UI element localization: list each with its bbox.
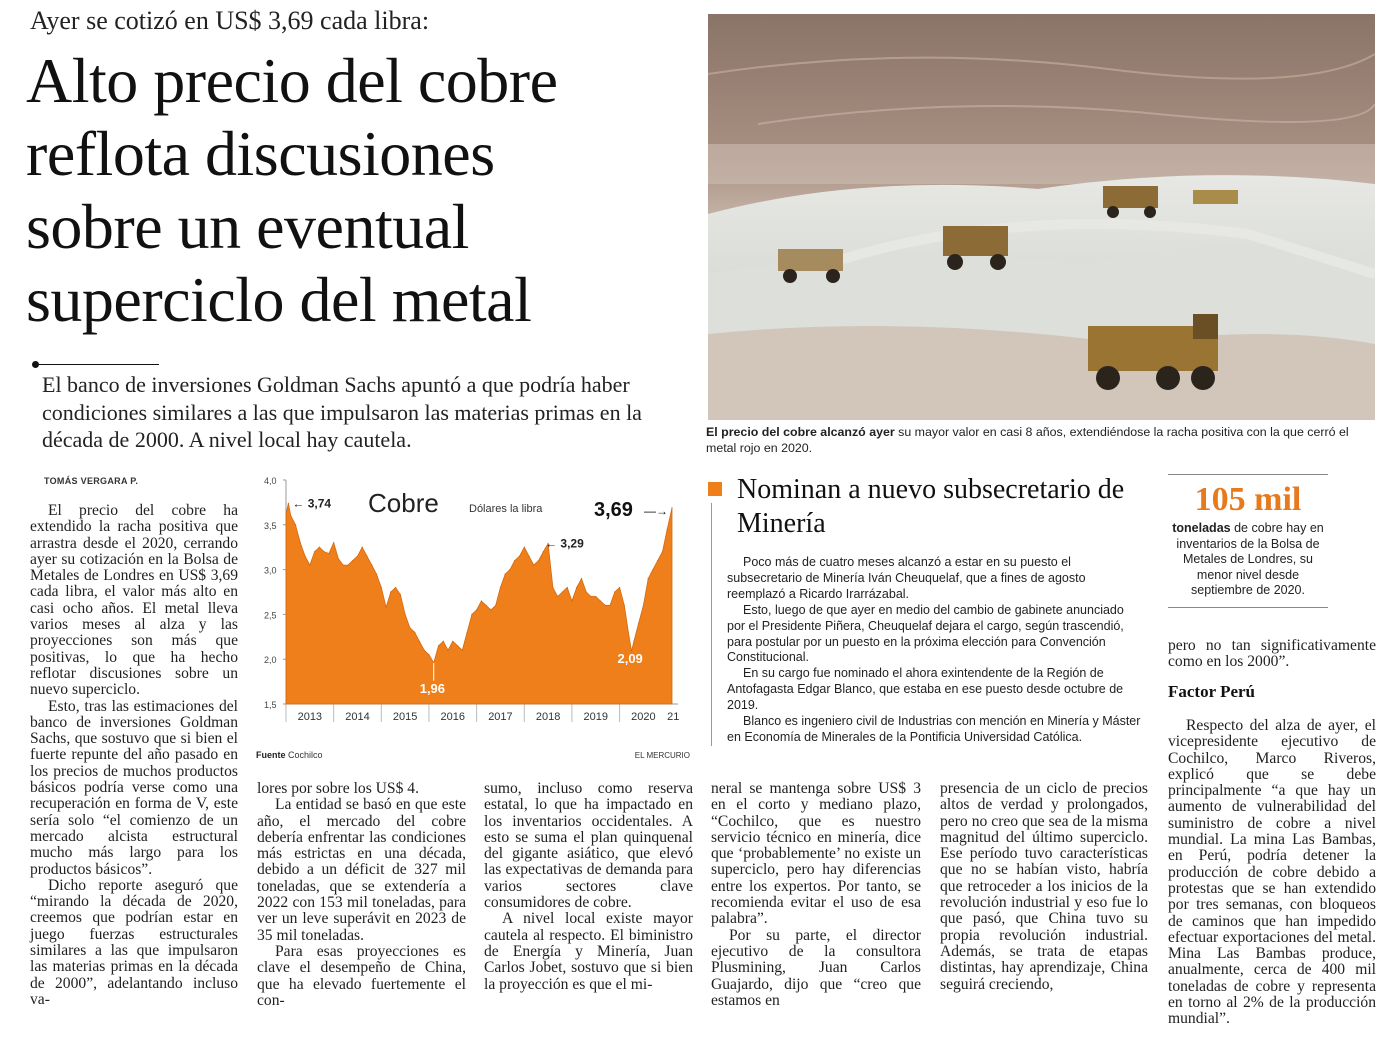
y-tick-label: 2,5 bbox=[264, 610, 277, 621]
caption-text: su mayor valor en casi 8 años, extendiéndose la racha positiva con la que cerró el metal rojo en 2020. bbox=[706, 425, 1349, 455]
data-point bbox=[362, 547, 363, 548]
paragraph: Esto, tras las estimaciones del banco de inversiones Goldman Sachs, que sostuvo que si bien el fuerte repunte del año pasado en los precios de muchos productos básicos podría verse como una recuperación en forma de V, este sería solo “el comienzo de un mercado alcista estructural mucho más largo para los productos básicos”. bbox=[30, 697, 238, 878]
byline: TOMÁS VERGARA P. bbox=[44, 476, 139, 486]
data-point bbox=[288, 503, 289, 504]
mining-trucks-illustration bbox=[708, 14, 1375, 420]
caption-lead: El precio del cobre alcanzó ayer bbox=[706, 425, 895, 439]
photo-caption bbox=[706, 424, 1374, 456]
data-point bbox=[328, 553, 329, 554]
data-point bbox=[490, 609, 491, 610]
data-point bbox=[290, 515, 291, 516]
data-point bbox=[528, 556, 529, 557]
data-point bbox=[557, 596, 558, 597]
data-point bbox=[467, 632, 468, 633]
subhead: El banco de inversiones Goldman Sachs apuntó a que podría haber condiciones similares a las que impulsaron las materias primas en la década de 2000. A nivel local hay cautela. bbox=[42, 372, 642, 452]
y-tick-label: 4,0 bbox=[264, 476, 277, 486]
chart-svg bbox=[254, 474, 694, 764]
paragraph: La entidad se basó en que este año, el mercado del cobre debería enfrentar las condiciones más estrictas en una década, debido a un déficit de 327 mil toneladas, que se extendería a 2022 con 153 mil toneladas, para ver un leve superávit en 2023 de 35 mil toneladas. bbox=[257, 796, 466, 944]
data-point bbox=[386, 607, 387, 608]
x-tick-label: 2017 bbox=[488, 711, 513, 723]
headline bbox=[26, 44, 686, 336]
data-point bbox=[366, 556, 367, 557]
data-point bbox=[295, 524, 296, 525]
sidebar-title: Nominan a nuevo subsecretario de Minería bbox=[737, 474, 1125, 539]
article-column-2 bbox=[257, 781, 466, 1009]
data-point bbox=[524, 547, 525, 548]
data-point bbox=[419, 641, 420, 642]
y-tick-label: 2,0 bbox=[264, 655, 277, 666]
mine-photo bbox=[708, 14, 1375, 420]
data-point bbox=[305, 556, 306, 557]
credit-label: EL MERCURIO bbox=[634, 751, 690, 760]
data-point bbox=[657, 560, 658, 561]
data-point bbox=[586, 591, 587, 592]
paragraph: Esto, luego de que ayer en medio del cambio de gabinete anunciado por el Presidente Piñera, Cheuquelaf dejara el cargo, según trascendió, para postular por un puesto en la próxima elección para Convención Constitucional. bbox=[727, 602, 1124, 665]
x-tick-label: 2020 bbox=[631, 711, 656, 723]
data-point bbox=[571, 600, 572, 601]
paragraph: presencia de un ciclo de precios altos de verdad y prolongados, pero no creo que sea de la misma magnitud del último superciclo. Ese período tuvo características que no se habían visto, habría que retroceder a los inicios de la revolución industrial y eso fue lo que pasó, que China tuvo su propia revolución industrial. Además, se trata de etapas distintas, hay aprendizaje, China seguirá creciendo, bbox=[940, 780, 1148, 993]
data-point bbox=[395, 587, 396, 588]
annotation-arrow: —→ bbox=[644, 503, 668, 518]
data-point bbox=[567, 587, 568, 588]
y-tick-label: 3,0 bbox=[264, 565, 277, 576]
chart-subtitle: Dólares la libra bbox=[469, 503, 543, 515]
data-point bbox=[462, 650, 463, 651]
data-point bbox=[605, 605, 606, 606]
article-column-6-top bbox=[1168, 638, 1376, 671]
data-point bbox=[538, 560, 539, 561]
stat-rest: de cobre hay en inventarios de la Bolsa de Metales de Londres, su menor nivel desde septiembre de 2020. bbox=[1176, 521, 1324, 597]
annotation-min-2016: 1,96 bbox=[419, 680, 446, 696]
data-point bbox=[476, 609, 477, 610]
copper-price-area bbox=[286, 503, 672, 704]
sidebar-body bbox=[727, 555, 1145, 746]
data-point bbox=[562, 591, 563, 592]
x-tick-label: 2016 bbox=[440, 711, 466, 723]
x-tick-label: 2015 bbox=[392, 711, 418, 723]
paragraph: Blanco es ingeniero civil de Industrias con mención en Minería y Máster en Economía de Minerales de la Pontificia Universidad Católica. bbox=[727, 714, 1141, 744]
data-point bbox=[319, 547, 320, 548]
y-tick-label: 3,5 bbox=[264, 520, 277, 531]
article-column-3 bbox=[484, 781, 693, 993]
data-point bbox=[624, 605, 625, 606]
x-tick-label: 2013 bbox=[297, 711, 323, 723]
article-column-1 bbox=[30, 503, 238, 1008]
article-column-4 bbox=[711, 781, 921, 1009]
headline-line: Alto precio del cobre bbox=[26, 45, 558, 116]
data-point bbox=[414, 632, 415, 633]
article-column-5 bbox=[940, 781, 1148, 993]
data-point bbox=[347, 565, 348, 566]
source-value: Cochilco bbox=[288, 750, 323, 760]
data-point bbox=[333, 542, 334, 543]
data-point bbox=[285, 513, 286, 514]
data-point bbox=[338, 558, 339, 559]
paragraph: Por su parte, el director ejecutivo de la consultora Plusmining, Juan Carlos Guajardo, dijo que “creo que estamos en bbox=[711, 926, 921, 1009]
chart-title: Cobre bbox=[368, 488, 439, 518]
paragraph: El precio del cobre ha extendido la racha positiva que arrastra desde el 2020, cerrando ayer su cotización en la Bolsa de Metales de Londres en US$ 3,69 cada libra, el valor más alto en casi ocho años. El metal lleva varios meses al alza y las proyecciones son más que positivas, lo que ha hecho reflotar discusiones sobre un nuevo superciclo. bbox=[30, 502, 238, 699]
headline-line: sobre un eventual bbox=[26, 191, 469, 262]
data-point bbox=[633, 641, 634, 642]
data-point bbox=[519, 556, 520, 557]
paragraph: lores por sobre los US$ 4. bbox=[257, 780, 419, 797]
data-point bbox=[590, 596, 591, 597]
data-point bbox=[486, 605, 487, 606]
data-point bbox=[509, 569, 510, 570]
annotation-max-2013: ← 3,74 bbox=[292, 496, 332, 511]
data-point bbox=[595, 596, 596, 597]
data-point bbox=[600, 600, 601, 601]
data-point bbox=[457, 645, 458, 646]
data-point bbox=[400, 594, 401, 595]
data-point bbox=[357, 556, 358, 557]
annotation-min-2020: 2,09 bbox=[617, 651, 643, 667]
data-point bbox=[443, 641, 444, 642]
x-tick-label: 21 bbox=[667, 711, 680, 723]
paragraph: Respecto del alza de ayer, el vicepresidente ejecutivo de Cochilco, Marco Riveros, explicó que se debe principalmente “a que hay un aumento de vulnerabilidad del suministro de cobre a nivel mundial. La mina Las Bambas, en Perú, podría detener la producción de cobre debido a protestas que se han extendido por tres semanas, con bloqueos de caminos que han impedido efectuar exportaciones del metal. Mina Las Bambas produce, anualmente, cerca de 400 mil toneladas de cobre y representa en torno al 2% de la producción mundial”. bbox=[1168, 717, 1376, 1028]
data-point bbox=[314, 551, 315, 552]
y-tick-label: 1,5 bbox=[264, 700, 277, 710]
stat-rule-top bbox=[1168, 474, 1328, 475]
data-point bbox=[500, 587, 501, 588]
data-point bbox=[452, 641, 453, 642]
data-point bbox=[381, 587, 382, 588]
data-point bbox=[371, 565, 372, 566]
stat-rule-bottom bbox=[1168, 607, 1328, 608]
data-point bbox=[300, 542, 301, 543]
data-point bbox=[619, 587, 620, 588]
paragraph: Dicho reporte aseguró que “mirando la década de 2020, creemos que podrían estar en juego fuerzas estructurales similares a las que impulsaron las materias primas en la década de 2000”, adelantando incluso va- bbox=[30, 876, 238, 1008]
data-point bbox=[671, 507, 672, 508]
data-point bbox=[652, 569, 653, 570]
paragraph: A nivel local existe mayor cautela al respecto. El biministro de Energía y Minería, Juan Carlos Jobet, sostuvo que si bien la proyección es que el mi- bbox=[484, 910, 693, 993]
data-point bbox=[428, 654, 429, 655]
data-point bbox=[352, 560, 353, 561]
data-point bbox=[638, 623, 639, 624]
data-point bbox=[343, 565, 344, 566]
paragraph: neral se mantenga sobre US$ 3 en el corto y mediano plazo, “Cochilco, que es nuestro servicio técnico en minería, dice que ‘probablemente’ no existe un superciclo, pero hay diferencias entre los expertos. Por tanto, se recomienda evitar el uso de esa palabra”. bbox=[711, 780, 921, 928]
x-tick-label: 2019 bbox=[583, 711, 608, 723]
data-point bbox=[533, 565, 534, 566]
annotation-current: 3,69 bbox=[594, 498, 633, 521]
stat-number: 105 mil bbox=[1194, 481, 1302, 518]
paragraph: En su cargo fue nominado el ahora exintendente de la Región de Antofagasta Edgar Blanco, que estaba en ese puesto desde octubre de 2019. bbox=[727, 666, 1124, 713]
kicker: Ayer se cotizó en US$ 3,69 cada libra: bbox=[30, 6, 430, 35]
x-tick-label: 2018 bbox=[535, 711, 561, 723]
headline-line: reflota discusiones bbox=[26, 118, 495, 189]
subhead-rule bbox=[32, 360, 682, 370]
data-point bbox=[609, 605, 610, 606]
data-point bbox=[409, 627, 410, 628]
data-point bbox=[581, 578, 582, 579]
sidebar-rule bbox=[711, 503, 712, 746]
data-point bbox=[543, 551, 544, 552]
article-column-6 bbox=[1168, 718, 1376, 1028]
paragraph: Poco más de cuatro meses alcanzó a estar en su puesto el subsecretario de Minería Iván Cheuquelaf, que a fines de agosto reemplazó a Ricardo Irarrázabal. bbox=[727, 555, 1086, 601]
annotation-peak-2018: ← 3,29 bbox=[545, 536, 584, 551]
data-point bbox=[629, 636, 630, 637]
data-point bbox=[505, 574, 506, 575]
source-label: Fuente bbox=[256, 750, 286, 760]
x-tick-label: 2014 bbox=[345, 711, 370, 723]
paragraph: sumo, incluso como reserva estatal, lo que ha impactado en los inventarios occidentales. A esto se suma el plan quinquenal del gigante asiático, que elevó las expectativas de demanda para varios sectores clave consumidores de cobre. bbox=[484, 780, 693, 912]
data-point bbox=[309, 565, 310, 566]
data-point bbox=[424, 650, 425, 651]
data-point bbox=[405, 614, 406, 615]
paragraph: Para esas proyecciones es clave el desempeño de China, que ha elevado fuertemente el con- bbox=[257, 942, 466, 1009]
data-point bbox=[552, 587, 553, 588]
data-point bbox=[576, 587, 577, 588]
data-point bbox=[471, 614, 472, 615]
stat-bold: toneladas bbox=[1172, 521, 1231, 535]
copper-price-chart bbox=[254, 474, 694, 764]
section-square-icon bbox=[708, 482, 722, 496]
section-heading: Factor Perú bbox=[1168, 682, 1256, 701]
paragraph: pero no tan significativamente como en los 2000”. bbox=[1168, 637, 1376, 671]
data-point bbox=[324, 551, 325, 552]
data-point bbox=[481, 600, 482, 601]
data-point bbox=[662, 551, 663, 552]
data-point bbox=[376, 574, 377, 575]
headline-line: superciclo del metal bbox=[26, 264, 532, 335]
data-point bbox=[643, 605, 644, 606]
data-point bbox=[447, 650, 448, 651]
data-point bbox=[514, 560, 515, 561]
data-point bbox=[495, 605, 496, 606]
data-point bbox=[390, 591, 391, 592]
data-point bbox=[614, 591, 615, 592]
data-point bbox=[667, 529, 668, 530]
stat-text bbox=[1172, 521, 1324, 599]
data-point bbox=[648, 578, 649, 579]
data-point bbox=[438, 645, 439, 646]
